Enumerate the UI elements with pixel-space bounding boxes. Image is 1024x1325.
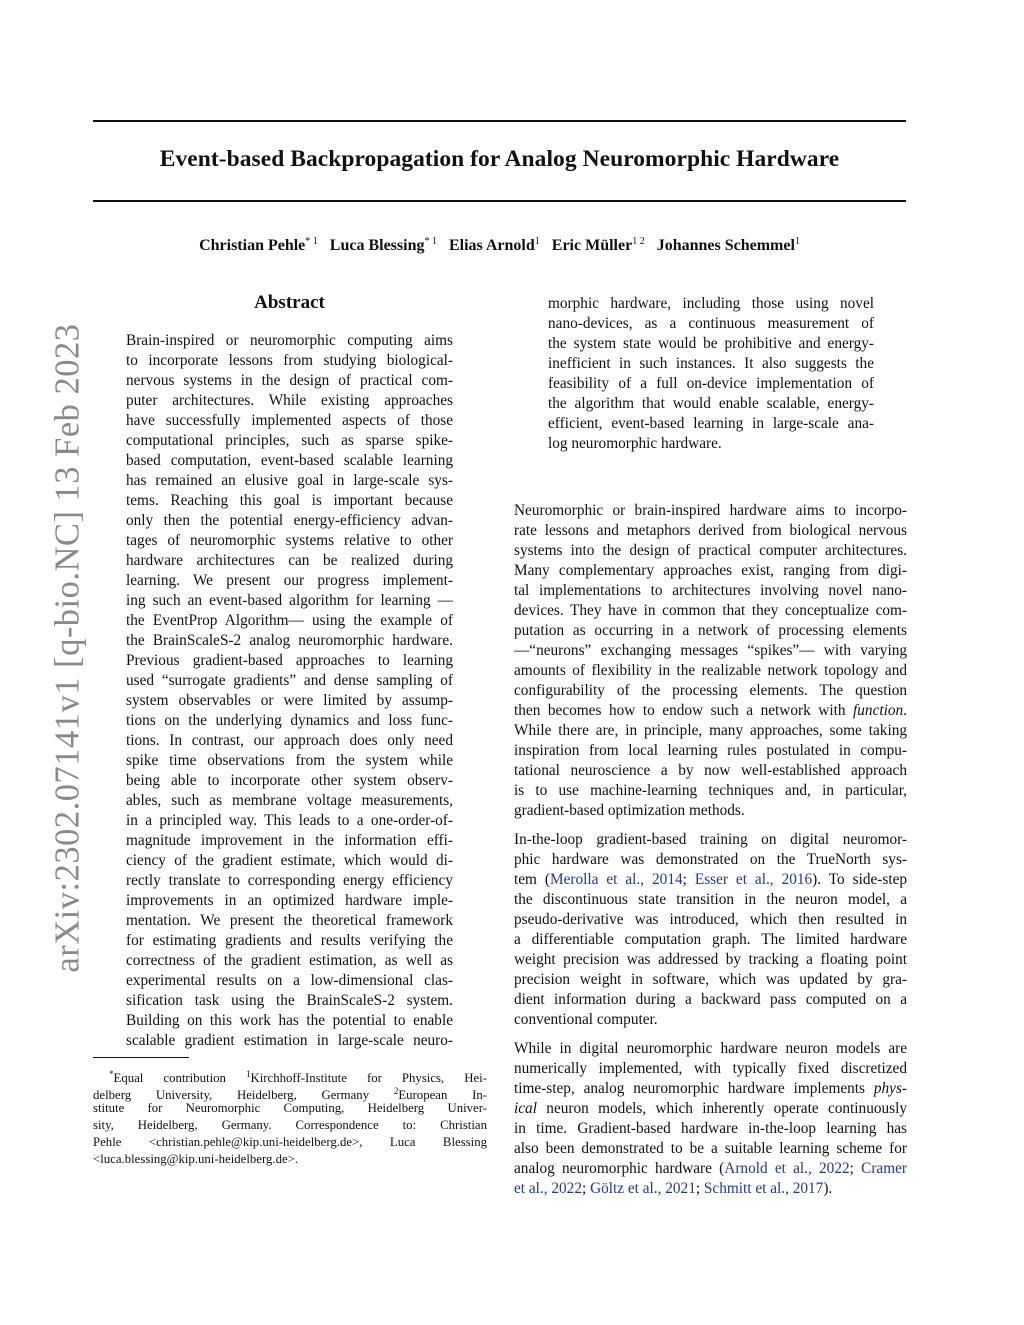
text-line: mentation. We present the theoretical framework [126,912,453,929]
text-line [514,850,907,870]
footnote-marker: * [109,1069,114,1079]
text-segment: precision weight in software, which was updated by gra- [514,971,907,988]
text-line: puter architectures. While existing approaches [126,392,453,409]
footnote-line [93,1100,487,1117]
author-list [93,236,906,255]
text-segment: dient information during a backward pass computed on a [514,991,907,1008]
text-line: efficient, event-based learning in large-scale ana- [548,415,874,432]
text-line [514,521,907,541]
citation-link[interactable]: Arnold et al., 2022 [724,1160,850,1177]
text-line: morphic hardware, including those using novel [548,295,874,312]
text-segment: configurability of the processing elements. The question [514,682,907,699]
text-segment: While there are, in principle, many approaches, some taking [514,722,907,739]
text-segment: While in digital neuromorphic hardware neuron models are [514,1040,907,1057]
text-line: magnitude improvement in the information effi- [126,832,453,849]
text-line [514,890,907,910]
citation-link[interactable]: Göltz et al., 2021 [590,1180,696,1197]
text-line [514,621,907,641]
text-line [514,1079,907,1099]
abstract-text-left [126,331,453,1051]
text-line: tions. In contrast, our approach does only need [126,732,453,749]
emphasis-text: ical [514,1100,537,1117]
emphasis-text: function [853,702,904,719]
text-segment: ; [849,1160,862,1177]
text-line [514,581,907,601]
text-line [514,801,907,821]
text-segment: conventional computer. [514,1011,658,1028]
text-segment: . [903,702,907,719]
citation-link[interactable]: Merolla et al., 2014 [550,871,683,888]
text-segment: ). To side-step [812,871,908,888]
footnote-line [93,1134,487,1151]
text-line [514,661,907,681]
text-line: for estimating gradients and results verifying the [126,932,453,949]
text-line: being able to incorporate other system observ- [126,772,453,789]
citation-link[interactable]: Schmitt et al., 2017 [703,1180,824,1197]
text-segment: gradient-based optimization methods. [514,802,745,819]
text-segment: European In- [398,1088,487,1102]
text-line: log neuromorphic hardware. [548,435,722,452]
text-line: hardware architectures can be realized during [126,552,453,569]
intro-paragraph-1 [514,501,907,821]
text-line: system observables or were limited by assump- [126,692,453,709]
text-line [514,701,907,721]
text-line: used “surrogate gradients” and dense sampling of [126,672,453,689]
text-line: Brain-inspired or neuromorphic computing aims [126,332,453,349]
text-segment: is to use machine-learning techniques and, in particular, [514,782,907,799]
footnote-line [93,1151,487,1168]
text-segment: then becomes how to endow such a network with [514,702,854,719]
text-line [514,1010,907,1030]
text-segment: Many complementary approaches exist, ranging from digi- [514,562,907,579]
footnote-line [93,1117,487,1134]
text-segment: sity, Heidelberg, Germany. Correspondence to: Christian [93,1118,487,1132]
text-line [514,930,907,950]
text-segment: ). [823,1180,833,1197]
text-line [514,781,907,801]
text-line [514,561,907,581]
text-segment: In-the-loop gradient-based training on digital neuromor- [514,831,907,848]
paper-title: Event-based Backpropagation for Analog Neuromorphic Hardware [159,146,840,172]
text-line [514,830,907,850]
text-line: rectly translate to corresponding energy efficiency [126,872,453,889]
text-line [514,1119,907,1139]
text-line [514,990,907,1010]
text-line [514,601,907,621]
text-line: spike time observations from the system while [126,752,453,769]
title-top-rule [93,120,906,122]
text-segment: Equal contribution [113,1071,246,1085]
text-line: learning. We present our progress implement- [126,572,453,589]
text-line [514,1039,907,1059]
text-segment: Pehle <christian.pehle@kip.uni-heidelberg.de>, Luca Blessing [93,1135,487,1149]
text-segment: tational neuroscience a by now well-established approach [514,762,907,779]
text-segment: tal implementations to architectures involving novel nano- [514,582,907,599]
footnote [93,1066,487,1168]
text-line [514,1139,907,1159]
emphasis-text: phys- [873,1080,907,1097]
text-line: nano-devices, as a continuous measurement of [548,315,874,332]
footnote-rule [93,1057,189,1058]
text-line [514,1059,907,1079]
text-segment: <luca.blessing@kip.uni-heidelberg.de>. [93,1152,299,1166]
introduction-section [514,501,907,1208]
citation-link[interactable]: et al., 2022 [514,1180,582,1197]
text-line [514,1179,907,1199]
text-segment: also been demonstrated to be a suitable learning scheme for [514,1140,907,1157]
text-line [514,641,907,661]
text-segment: putation as occurring in a network of processing elements [514,622,907,639]
text-segment: analog neuromorphic hardware ( [514,1160,725,1177]
footnote-marker: 2 [393,1086,399,1096]
footnote-line [93,1066,487,1083]
text-line [514,1099,907,1119]
text-segment: Kirchhoff-Institute for Physics, Hei- [250,1071,487,1085]
text-line: feasibility of a full on-device implementation of [548,375,874,392]
arxiv-identifier-stamp: arXiv:2302.07141v1 [q-bio.NC] 13 Feb 2023 [48,323,87,973]
text-segment: neuron models, which inherently operate continuously [536,1100,907,1117]
text-segment: rate lessons and metaphors derived from biological nervous [514,522,907,539]
text-line: Building on this work has the potential to enable [126,1012,453,1029]
author: Christian Pehle$^{* 1}$ [199,236,318,254]
abstract-heading: Abstract [254,292,325,313]
text-segment: a differentiable computation graph. The limited hardware [514,931,907,948]
text-line: the BrainScaleS-2 analog neuromorphic hardware. [126,632,453,649]
text-segment: the discontinuous state transition in the neuron model, a [514,891,907,908]
text-line [514,910,907,930]
footnote-line [93,1083,487,1100]
text-line: only then the potential energy-efficiency advan- [126,512,453,529]
author: Elias Arnold$^1$ [448,236,540,254]
text-segment: weight precision was addressed by tracking a floating point [514,951,907,968]
text-segment: delberg University, Heidelberg, Germany [93,1088,394,1102]
text-segment: amounts of flexibility in the realizable network topology and [514,662,907,679]
text-line [514,970,907,990]
text-segment: Neuromorphic or brain-inspired hardware aims to incorpo- [514,502,907,519]
text-line: sification task using the BrainScaleS-2 system. [126,992,453,1009]
intro-paragraph-3 [514,1039,907,1199]
text-line [514,541,907,561]
text-segment: tem ( [514,871,550,888]
intro-paragraph-2 [514,830,907,1030]
text-line: the EventProp Algorithm— using the example of [126,612,453,629]
text-line: scalable gradient estimation in large-scale neuro- [126,1032,453,1049]
text-segment: inspiration from local learning rules postulated in compu- [514,742,907,759]
title-bottom-rule [93,200,906,202]
text-line: tions on the underlying dynamics and loss func- [126,712,453,729]
text-line [514,721,907,741]
author: Eric Müller$^{1 2}$ [551,236,645,254]
citation-link[interactable]: Esser et al., 2016 [694,871,813,888]
text-segment: —“neurons” exchanging messages “spikes”— with varying [514,642,907,659]
text-line: improvements in an optimized hardware imple- [126,892,453,909]
text-segment: pseudo-derivative was introduced, which then resulted in [514,911,907,928]
text-line: the system state would be prohibitive and energy- [548,335,874,352]
text-line: to incorporate lessons from studying biological- [126,352,453,369]
text-segment: phic hardware was demonstrated on the TrueNorth sys- [514,851,907,868]
text-segment: numerically implemented, with typically fixed discretized [514,1060,907,1077]
text-line: tages of neuromorphic systems relative to other [126,532,453,549]
text-line: experimental results on a low-dimensional clas- [126,972,453,989]
text-line: inefficient in such instances. It also suggests the [548,355,874,372]
text-line: Previous gradient-based approaches to learning [126,652,453,669]
text-segment: ; [695,1180,704,1197]
footnote-marker: 1 [245,1069,251,1079]
text-segment: ; [682,871,695,888]
text-segment: stitute for Neuromorphic Computing, Heidelberg Univer- [93,1101,487,1115]
text-line [514,761,907,781]
text-line [514,870,907,890]
text-line: in a principled way. This leads to a one-order-of- [126,812,453,829]
text-segment: time-step, analog neuromorphic hardware implements [514,1080,874,1097]
text-line: the algorithm that would enable scalable, energy- [548,395,874,412]
text-line [514,501,907,521]
text-line: tems. Reaching this goal is important because [126,492,453,509]
text-line: correctness of the gradient estimation, as well as [126,952,453,969]
text-line: computational principles, such as sparse spike- [126,432,453,449]
text-segment: devices. They have in common that they conceptualize com- [514,602,907,619]
text-line: ing such an event-based algorithm for learning — [126,592,453,609]
text-line: based computation, event-based scalable learning [126,452,453,469]
abstract-text-right [548,294,874,454]
text-line [514,950,907,970]
text-line: have successfully implemented aspects of those [126,412,453,429]
text-line: ables, such as membrane voltage measurements, [126,792,453,809]
text-line [514,681,907,701]
text-line [514,1159,907,1179]
author: Luca Blessing$^{* 1}$ [329,236,437,254]
citation-link[interactable]: Cramer [861,1160,907,1177]
author: Johannes Schemmel$^1$ [656,236,800,254]
text-line: nervous systems in the design of practical com- [126,372,453,389]
text-line: has remained an elusive goal in large-scale sys- [126,472,453,489]
text-segment: systems into the design of practical computer architectures. [514,542,907,559]
text-line [514,741,907,761]
text-segment: ; [581,1180,591,1197]
text-line: ciency of the gradient estimate, which would di- [126,852,453,869]
text-segment: in time. Gradient-based hardware in-the-loop learning has [514,1120,907,1137]
